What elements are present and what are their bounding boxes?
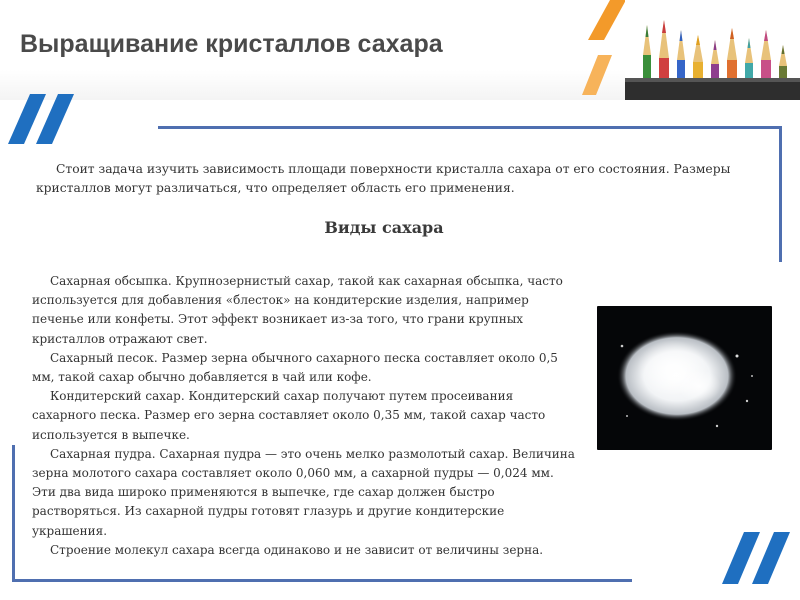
paragraph-sprinkles: Сахарная обсыпка. Крупнозернистый сахар, такой как сахарная обсыпка, часто используется для добавления «блесток» на кондитерские изделия, например печенье или конфеты. Этот эффект возникает из-за того, что грани крупных кристаллов отражают свет. [32, 274, 563, 346]
frame-top-line [158, 126, 782, 129]
frame-right-line [779, 126, 782, 262]
paragraph-granulated: Сахарный песок. Размер зерна обычного сахарного песка составляет около 0,5 мм, такой сахар обычно добавляется в чай или кофе. [32, 350, 558, 385]
intro-paragraph: Стоит задача изучить зависимость площади поверхности кристалла сахара от его состояния. Размеры кристаллов могут различаться, что определяет область его применения. [36, 162, 731, 195]
double-slash-stripes-icon [722, 532, 794, 584]
section-heading: Виды сахара [324, 218, 444, 237]
frame-bottom-line [12, 579, 632, 582]
double-slash-stripes-icon [8, 94, 80, 144]
slide-title: Выращивание кристаллов сахара [20, 30, 443, 58]
frame-left-line [12, 445, 15, 582]
sugar-types-text [32, 272, 580, 560]
paragraph-confectioners: Кондитерский сахар. Кондитерский сахар получают путем просеивания сахарного песка. Размер его зерна составляет около 0,35 мм, такой сахар часто используется в выпечке. [32, 389, 546, 442]
paragraph-molecule-structure: Строение молекул сахара всегда одинаково и не зависит от величины зерна. [50, 542, 544, 557]
paragraph-powdered: Сахарная пудра. Сахарная пудра — это очень мелко размолотый сахар. Величина зерна молотого сахара составляет около 0,060 мм, а сахарной пудры — 0,024 мм. Эти два вида широко применяются в выпечке, где сахар должен быстро растворяться. Из сахарной пудры готовят глазурь и другие кондитерские украшения. [32, 446, 575, 538]
pencil-cup-image [625, 0, 800, 100]
powdered-sugar-photo [597, 306, 772, 450]
